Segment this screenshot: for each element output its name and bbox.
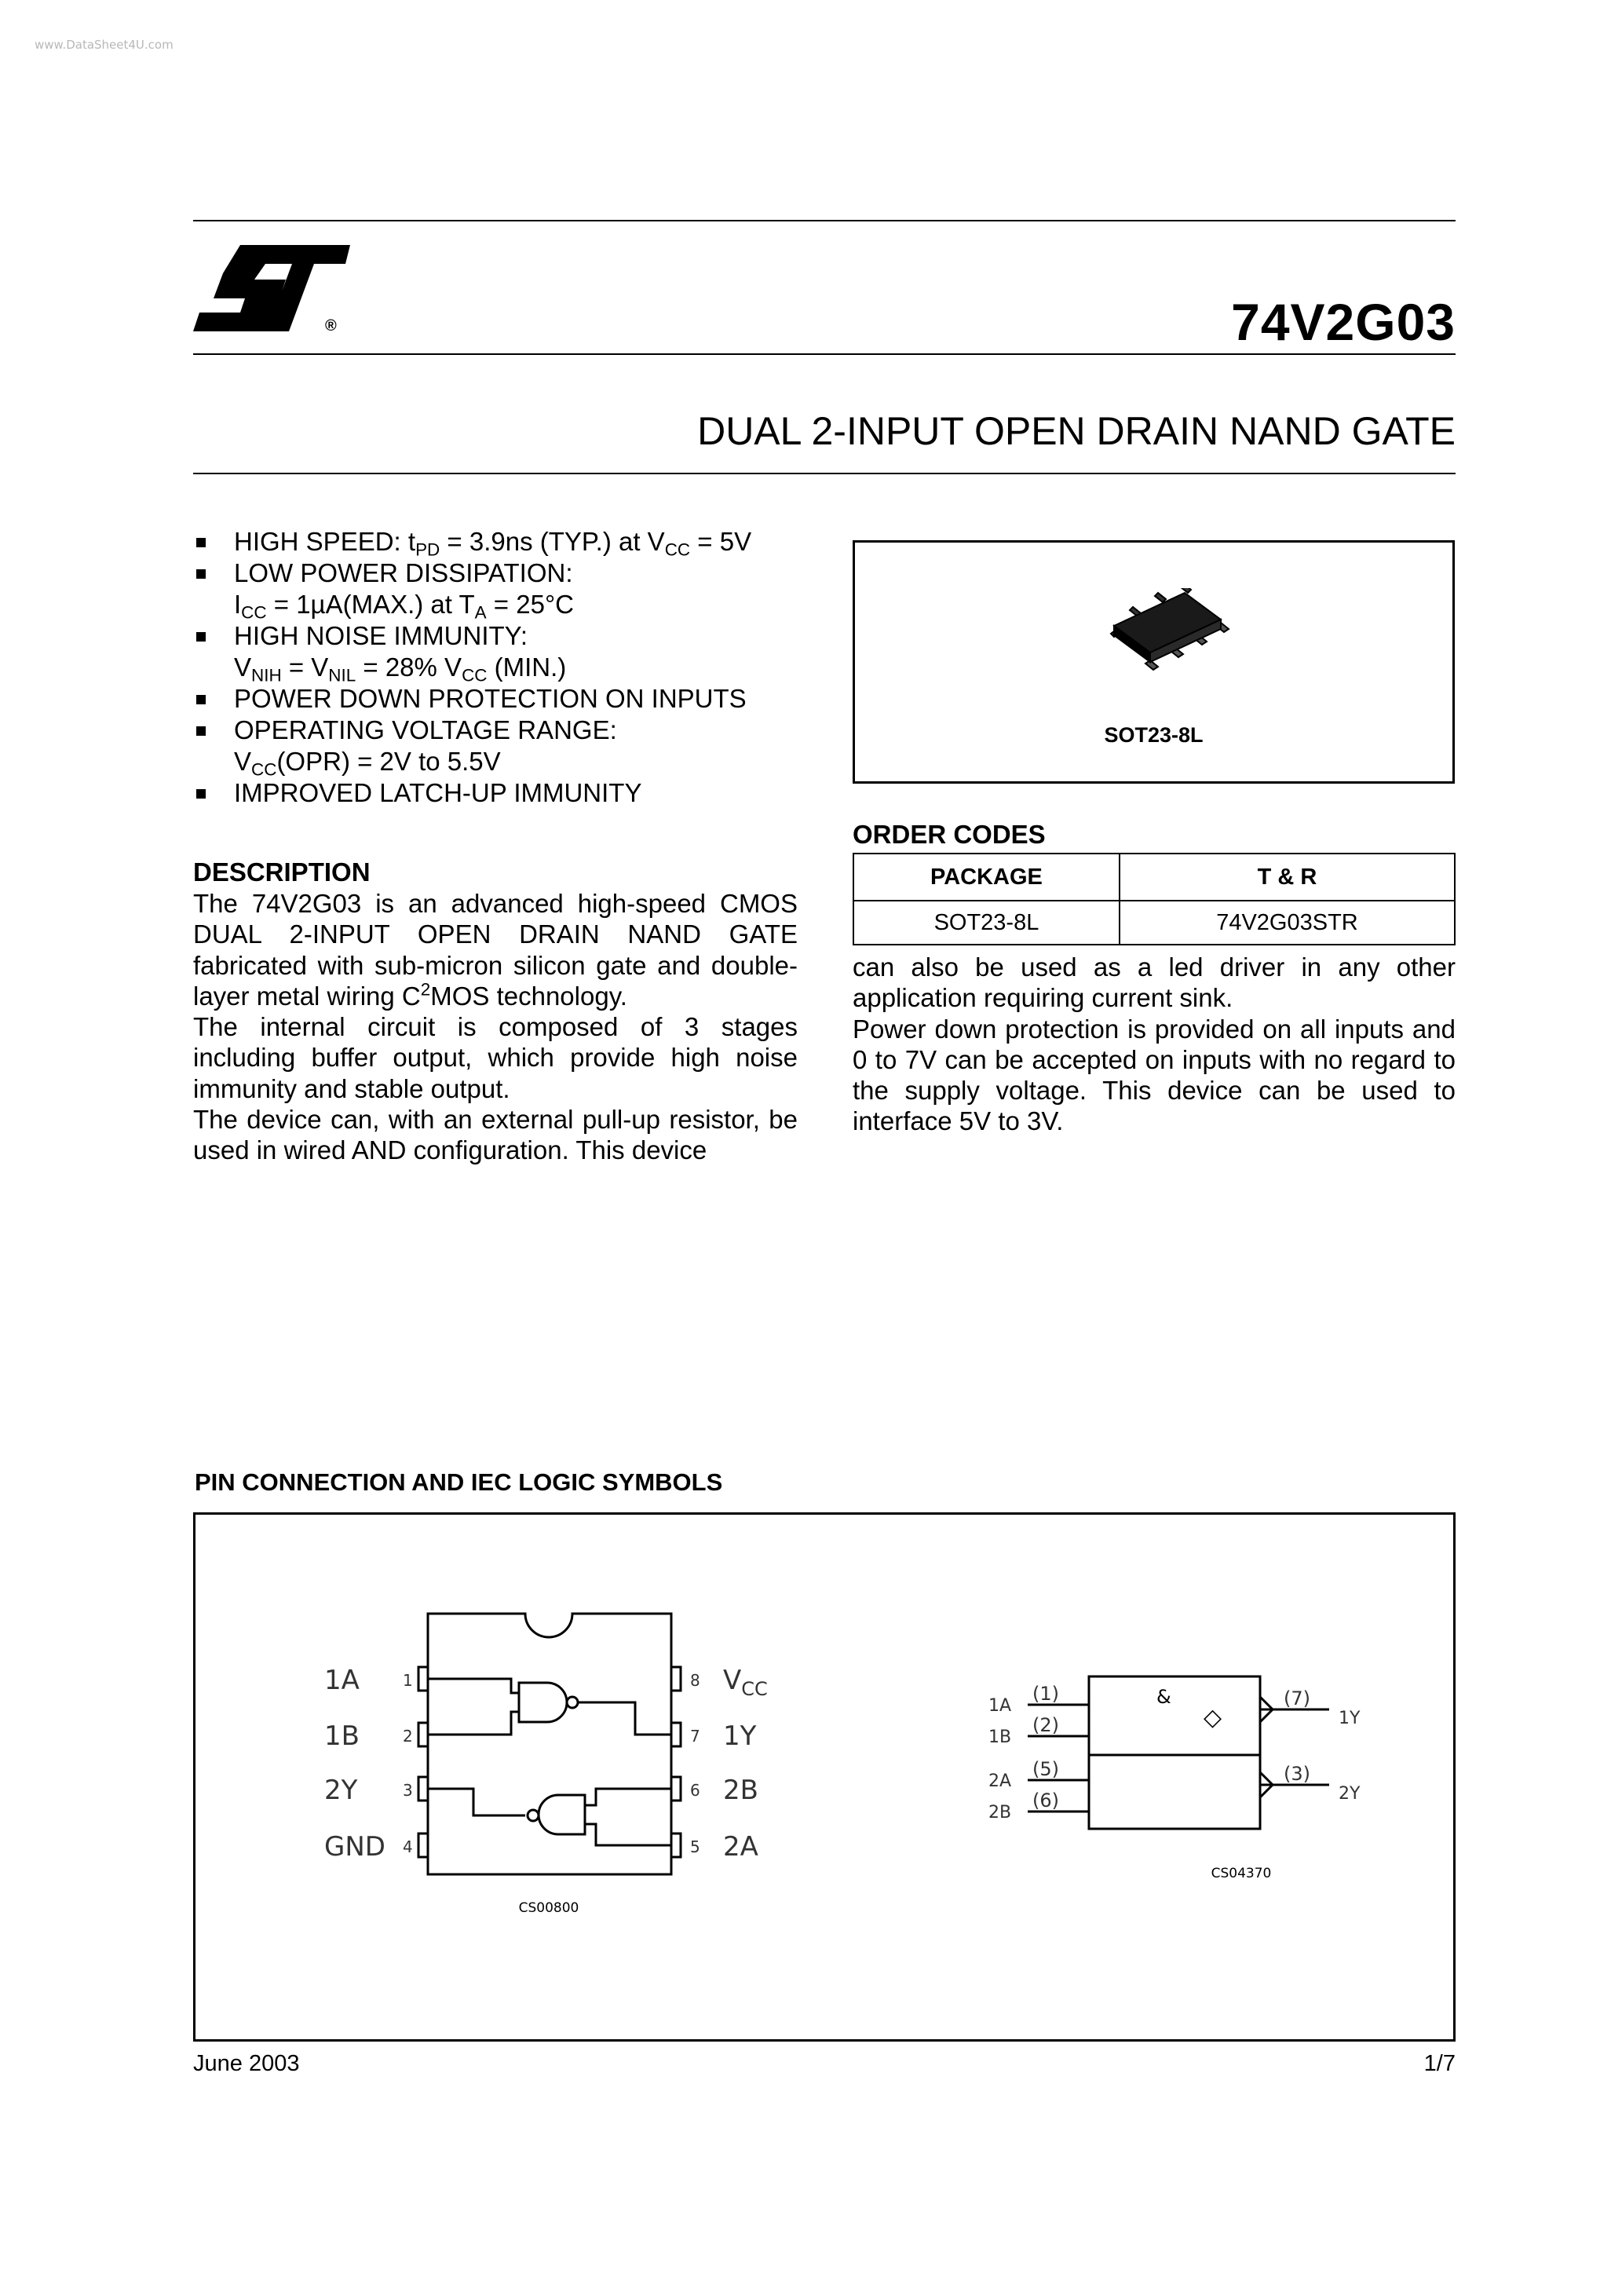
column-header-package: PACKAGE (853, 854, 1120, 901)
feature-item (193, 620, 806, 686)
iec-output-pin: (7) (1284, 1687, 1310, 1709)
feature-item (193, 683, 806, 715)
footer-page-number: 1/7 (1423, 2051, 1456, 2076)
feature-text: OPERATING VOLTAGE RANGE: $V_{CC}(OPR) = 2V$ to 5.5V (234, 715, 617, 780)
feature-text: LOW POWER DISSIPATION: $I_{CC} = 1\mu A(MAX.)$ at $T_A = 25^\circ C$ (234, 558, 574, 623)
st-logo (193, 239, 350, 341)
iec-input-pin: (2) (1032, 1714, 1059, 1736)
column-header-tr: T & R (1120, 854, 1455, 901)
iec-input-pin: (1) (1032, 1683, 1059, 1705)
sot23-package-image (1090, 588, 1232, 682)
iec-input-name: 2B (988, 1803, 1012, 1823)
dip-pin-name-left: GND (324, 1831, 385, 1863)
iec-input-name: 1A (988, 1696, 1012, 1716)
dip-pin-name-right: 2A (723, 1831, 758, 1863)
dip-pin-name-right: $V_{CC}$ (723, 1665, 768, 1700)
document-title: DUAL 2-INPUT OPEN DRAIN NAND GATE (697, 409, 1456, 453)
feature-text: HIGH SPEED: $t_{PD} = 3.9ns$ (TYP.) at $V_{CC} = 5V$ (234, 527, 752, 560)
dip-pin-name-left: 1A (324, 1665, 360, 1696)
iec-input-name: 2A (988, 1771, 1012, 1791)
bullet-icon (196, 726, 206, 736)
dip-pin-number-right: 7 (690, 1727, 700, 1746)
iec-output-pin: (3) (1284, 1763, 1310, 1785)
dip-left-pin-tabs (418, 1667, 681, 1857)
table-header-row (853, 854, 1455, 901)
part-number: 74V2G03 (1231, 293, 1456, 351)
feature-text: IMPROVED LATCH-UP IMMUNITY (234, 778, 642, 807)
dip-internal-wiring (428, 1679, 671, 1845)
description-heading: DESCRIPTION (193, 857, 371, 887)
dip-pin-name-left: 1B (324, 1720, 360, 1752)
st-logo-registered: ® (325, 317, 337, 335)
title-rule (193, 473, 1456, 474)
iec-input-pin: (5) (1032, 1758, 1059, 1780)
iec-open-drain-icon: ◇ (1204, 1704, 1222, 1731)
iec-and-symbol: & (1156, 1686, 1171, 1708)
iec-input-name: 1B (988, 1727, 1012, 1747)
dip-package-outline (428, 1614, 671, 1874)
dip-pin-name-right: 2B (723, 1775, 758, 1806)
package-label: SOT23-8L (1104, 723, 1204, 747)
description-left: The 74V2G03 is an advanced high-speed CMOS DUAL 2-INPUT OPEN DRAIN NAND GATE fabricated with sub-micron silicon gate and double-layer metal wiring $C^2MOS$ technology. The internal circuit is composed of 3 stages including buffer output, which provide high noise immunity and stable output. The device can, with an external pull-up resistor, be used in wired AND configuration. This device (193, 889, 798, 1165)
footer-date: June 2003 (193, 2051, 300, 2076)
bullet-icon (196, 538, 206, 547)
iec-output-name: 1Y (1339, 1709, 1361, 1728)
bullet-icon (196, 632, 206, 642)
feature-item (193, 526, 806, 558)
cell-tr: 74V2G03STR (1120, 901, 1455, 945)
pin-diagram-svg (195, 1515, 1453, 2039)
dip-pin-name-subscript: CC (741, 1678, 768, 1700)
header-rule (193, 353, 1456, 355)
dip-pin-number-left: 3 (403, 1781, 413, 1800)
cell-package: SOT23-8L (853, 901, 1120, 945)
feature-text: POWER DOWN PROTECTION ON INPUTS (234, 684, 747, 713)
iec-input-pin: (6) (1032, 1790, 1059, 1812)
feature-text: HIGH NOISE IMMUNITY: $V_{NIH} = V_{NIL} = 28\%$ $V_{CC}$ (MIN.) (234, 621, 567, 686)
description-right-para-2: Power down protection is provided on all inputs and 0 to 7V can be accepted on inputs with no regard to the supply voltage. This device can be used to interface 5V to 3V. (853, 1014, 1456, 1136)
dip-pin-number-left: 1 (403, 1671, 413, 1690)
bullet-icon (196, 789, 206, 799)
dip-pin-number-left: 4 (403, 1837, 413, 1856)
description-right-para-1: can also be used as a led driver in any other application requiring current sink. (853, 952, 1456, 1013)
pin-section-heading: PIN CONNECTION AND IEC LOGIC SYMBOLS (195, 1468, 723, 1496)
dip-diagram-code: CS00800 (518, 1900, 579, 1916)
description-right (853, 952, 1456, 1137)
feature-item (193, 558, 806, 623)
feature-item (193, 777, 806, 809)
dip-pin-number-right: 5 (690, 1837, 700, 1856)
bullet-icon (196, 569, 206, 579)
feature-list (193, 526, 806, 809)
bullet-icon (196, 695, 206, 704)
order-codes-heading: ORDER CODES (853, 820, 1046, 849)
table-row (853, 901, 1455, 945)
order-codes-table (853, 853, 1456, 945)
top-rule (193, 220, 1456, 221)
pin-connection-box (193, 1512, 1456, 2042)
watermark-text: www.DataSheet4U.com (35, 38, 174, 52)
dip-pin-name-right: 1Y (723, 1720, 757, 1752)
dip-pin-number-left: 2 (403, 1727, 413, 1746)
package-box (853, 540, 1455, 784)
feature-item (193, 715, 806, 780)
iec-diagram-code: CS04370 (1211, 1866, 1272, 1881)
dip-pin-number-right: 8 (690, 1671, 700, 1690)
iec-output-name: 2Y (1339, 1784, 1361, 1804)
dip-pin-name-left: 2Y (324, 1775, 358, 1806)
dip-pin-number-right: 6 (690, 1781, 700, 1800)
